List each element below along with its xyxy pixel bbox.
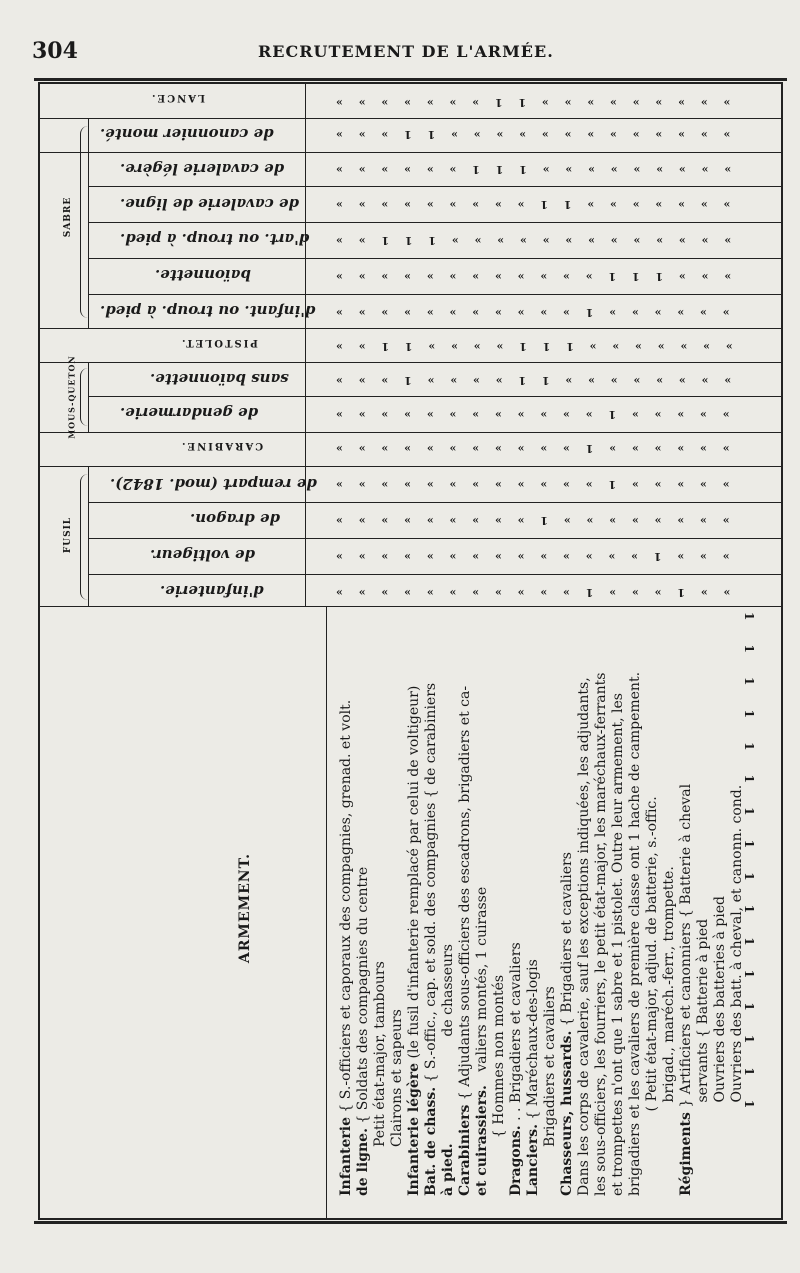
rule [88, 222, 783, 223]
group-sabre: SABRE [63, 196, 74, 238]
col-cavalerie-ligne: de cavalerie de ligne. [120, 195, 299, 213]
page-number: 304 [32, 38, 78, 64]
col-baionnette: baïonnette. [155, 266, 251, 284]
rule [88, 258, 783, 259]
table-body [330, 606, 770, 1206]
table-row: brigad., maréch.-ferr., trompette. [661, 866, 677, 1103]
table-row: Carabiniers { Adjudants sous-officiers des escadrons, brigadiers et ca- [457, 685, 473, 1196]
brace-sabre [80, 126, 91, 318]
value-marks: » » » » » » » » » » » » » 1 1 1 » » [330, 234, 732, 247]
value-marks: » » » » » » » » » 1 1 » » » » » » » [330, 96, 731, 109]
table-row: Brigadiers et cavaliers [542, 986, 558, 1148]
col-carabine: CARABINE. [180, 440, 264, 451]
rule [38, 432, 783, 433]
group-fusil: FUSIL [63, 516, 74, 554]
value-marks: » » » » » » 1 » » » » » » » » » » » [330, 306, 730, 319]
rule [88, 294, 783, 295]
table-row: brigadiers et les cavaliers de première classe ont 1 hache de campement. [627, 671, 643, 1196]
table-row: et cuirassiers. valiers montés, 1 cuirasse [474, 886, 490, 1196]
rule [88, 502, 783, 503]
running-header: RECRUTEMENT DE L'ARMÉE. [258, 42, 554, 61]
value-marks: » » » » » » » 1 1 » » » » » » » » » [330, 198, 731, 211]
table-row: Chasseurs, hussards. { Brigadiers et cavaliers [559, 852, 575, 1196]
col-gendarmerie: de gendarmerie. [120, 404, 259, 422]
col-sans-baionnette: sans baïonnette. [150, 370, 289, 388]
rule [38, 328, 783, 329]
value-marks: » » » » » » » » » 1 1 1 » » » » » » [330, 163, 732, 176]
table-row: Clairons et sapeurs [389, 1009, 405, 1148]
rule [88, 186, 783, 187]
table-row: de ligne. { Soldats des compagnies du centre [355, 866, 371, 1196]
value-marks: » » » » » » » » 1 1 » » » » 1 » » » [330, 374, 732, 387]
col-rempart: de rempart (mod. 1842). [110, 475, 317, 493]
value-marks: » » » » » » » 1 1 1 » » » » 1 1 » » [330, 340, 733, 353]
col-canonnier-monte: de canonnier monté. [100, 125, 274, 143]
table-row: et trompettes n'ont que 1 sabre et 1 pistolet. Outre leur armement, les [610, 693, 626, 1196]
table-row: les sous-officiers, les fourriers, le petit état-major, les maréchaux-ferrants [593, 672, 609, 1196]
table-row: ( Petit état-major, adjud. de batterie, s.-offic. [644, 796, 660, 1196]
value-marks: » » » » » 1 » » » » » » » » » » » » [330, 478, 730, 491]
col-cavalerie-legere: de cavalerie légère. [120, 160, 285, 178]
rule [38, 362, 783, 363]
table-row: Ouvriers des batt. à cheval, et canonn. cond. [729, 784, 745, 1103]
col-art-troup-pied: d'art. ou troup. à pied. [120, 230, 310, 248]
col-voltigeur: de voltigeur. [150, 546, 255, 564]
table-row: à pied. de chasseurs [440, 944, 456, 1196]
table-row: Bat. de chass. { S.-offic., cap. et sold. des compagnies { de carabiniers [423, 682, 439, 1196]
value-marks: » » » 1 1 1 » » » » » » » » » » » » [330, 270, 732, 283]
col-dragon: de dragon. [190, 510, 280, 528]
armement-title: ARMEMENT. [237, 852, 254, 964]
value-marks: » » » » » » » » » » » » » 1 1 » » » [330, 128, 731, 141]
leader-dots: 1 1 1 1 1 1 1 1 1 1 1 1 1 1 1 1 [742, 612, 756, 1119]
table-row: Dragons. . . Brigadiers et cavaliers [508, 942, 524, 1196]
table-row: Petit état-major, tambours [372, 961, 388, 1148]
brace-fusil [80, 474, 91, 600]
table-row: { Hommes non montés [491, 974, 507, 1196]
group-mousqueton: MOUS-QUETON [66, 355, 77, 439]
value-marks: » » 1 » » » 1 » » » » » » » » » » » [330, 586, 731, 599]
col-lance: LANCE. [150, 92, 205, 103]
table-row: servants { Batterie à pied [695, 918, 711, 1103]
brace-mousqueton [80, 368, 91, 426]
rule [38, 152, 783, 153]
rule [38, 118, 783, 119]
col-infant-troup-pied: d'infant. ou troup. à pied. [100, 302, 316, 320]
rule [88, 538, 783, 539]
rule [88, 574, 783, 575]
table-row: Lanciers. { Maréchaux-des-logis [525, 959, 541, 1196]
table-row: Dans les corps de cavalerie, sauf les exceptions indiquées, les adjudants, [576, 677, 592, 1196]
value-marks: » » » » » » » » 1 » » » » » » » » » [330, 514, 730, 527]
table-row: Ouvriers des batteries à pied [712, 896, 728, 1103]
value-marks: » » » » » » 1 » » » » » » » » » » » [330, 442, 730, 455]
col-infanterie: d'infanterie. [160, 582, 264, 600]
value-marks: » » » » » 1 » » » » » » » » » » » » [330, 408, 730, 421]
rule [38, 466, 783, 467]
rule [326, 606, 327, 1218]
table-row: Infanterie { S.-officiers et caporaux des compagnies, grenad. et volt. [338, 699, 354, 1196]
rule [305, 82, 306, 606]
col-pistolet: PISTOLET. [180, 337, 258, 348]
table-row: Infanterie légère (le fusil d'infanterie remplacé par celui de voltigeur) [406, 685, 422, 1196]
rule [88, 396, 783, 397]
value-marks: » » » 1 » » » » » » » » » » » » » » [330, 550, 730, 563]
table-row: Régiments } Artificiers et canonniers { Batterie à cheval [678, 783, 694, 1196]
